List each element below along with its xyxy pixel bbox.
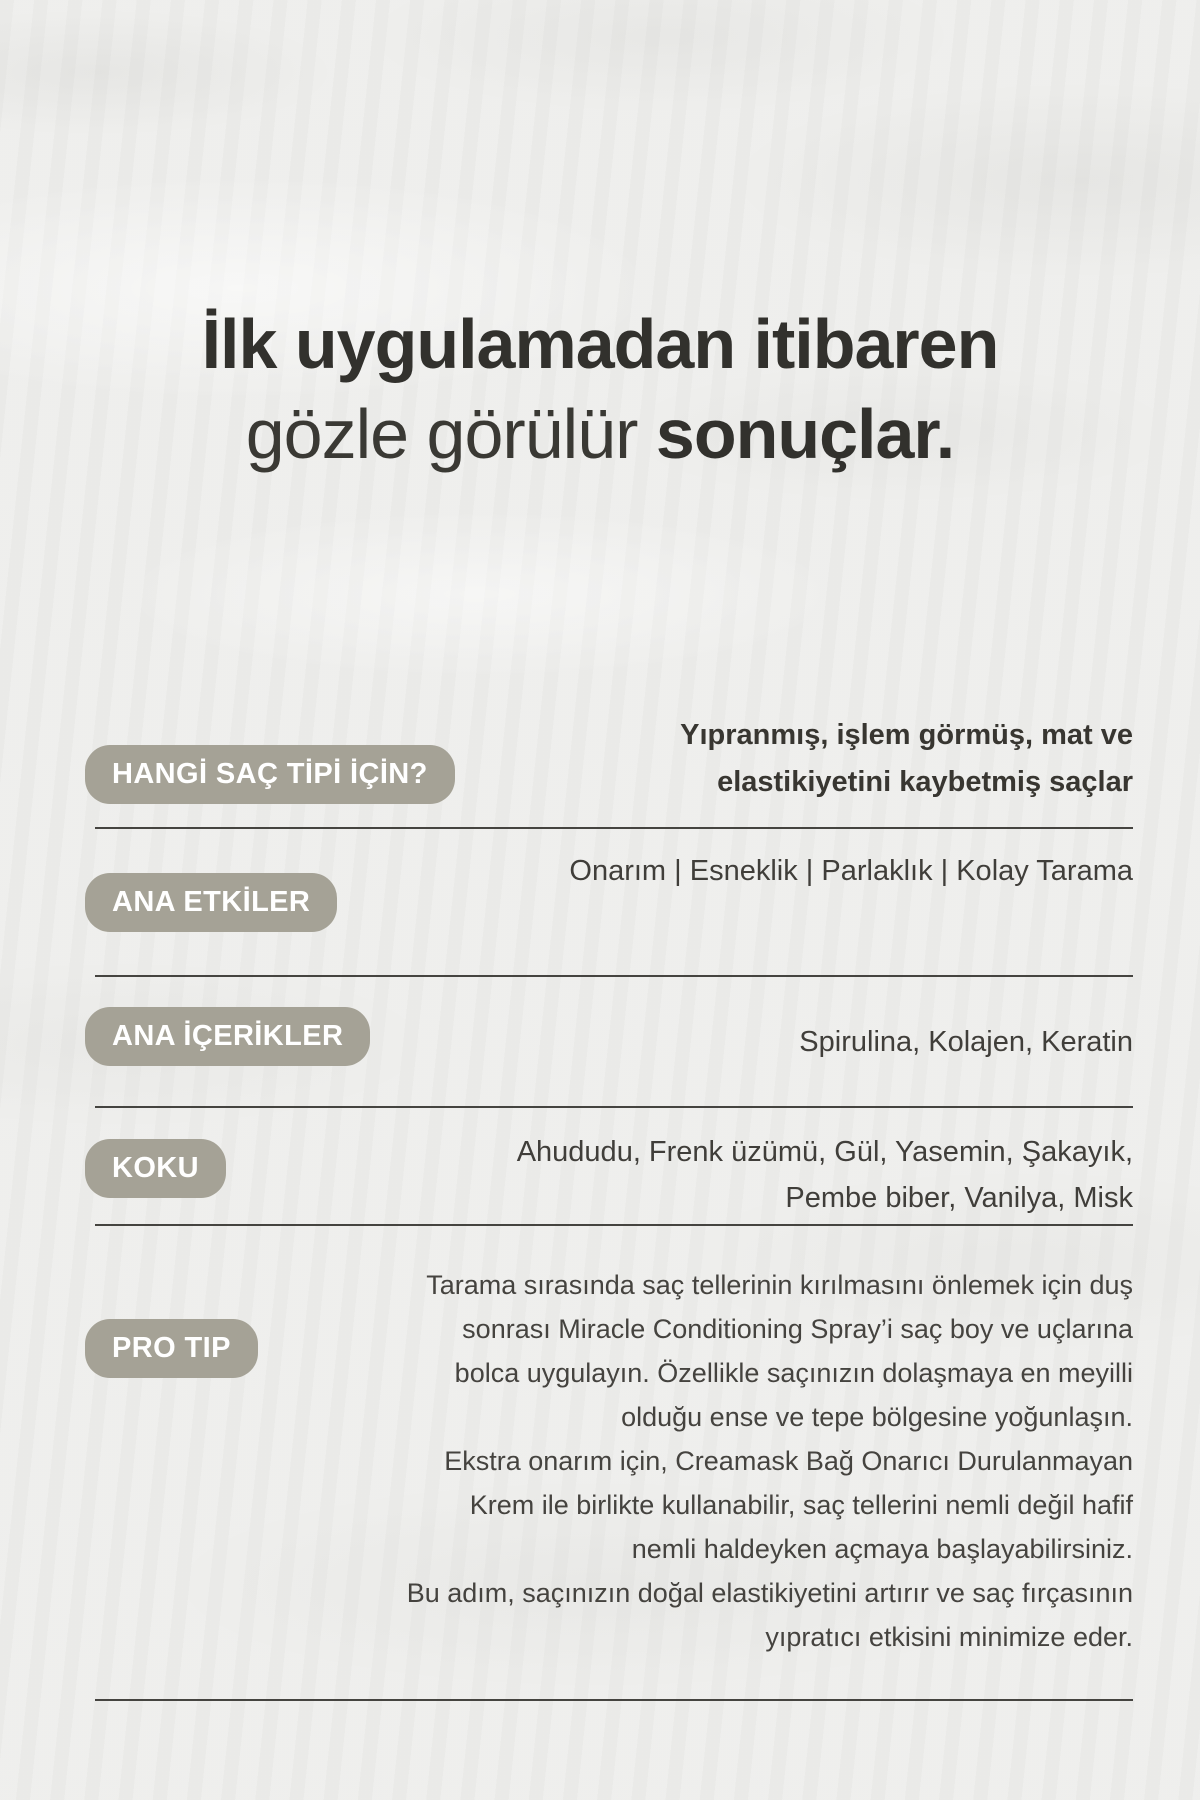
main-effects-value — [569, 848, 1133, 895]
hair-type-badge: HANGİ SAÇ TİPİ İÇİN? — [85, 745, 455, 804]
hair-type-line: elastikiyetini kaybetmiş saçlar — [717, 766, 1133, 798]
scent-line: Ahududu, Frenk üzümü, Gül, Yasemin, Şakayık, — [516, 1136, 1133, 1168]
pro-tip-line: sonrası Miracle Conditioning Spray’i saç boy ve uçlarına — [462, 1314, 1133, 1344]
section-divider — [95, 1699, 1133, 1701]
pro-tip-line: Tarama sırasında saç tellerinin kırılmasını önlemek için duş — [426, 1270, 1133, 1300]
main-ingredients-badge: ANA İÇERİKLER — [85, 1007, 370, 1066]
title-line-2 — [0, 389, 1200, 479]
scent-line: Pembe biber, Vanilya, Misk — [785, 1182, 1133, 1214]
hair-type-line: Yıpranmış, işlem görmüş, mat ve — [680, 719, 1133, 751]
pro-tip-line: Bu adım, saçınızın doğal elastikiyetini artırır ve saç fırçasının — [406, 1578, 1133, 1608]
pro-tip-line: nemli haldeyken açmaya başlayabilirsiniz. — [631, 1534, 1133, 1564]
main-ingredients-value — [799, 1019, 1133, 1066]
section-divider — [95, 1224, 1133, 1226]
main-effects-line: Onarım | Esneklik | Parlaklık | Kolay Tarama — [569, 855, 1133, 887]
section-divider — [95, 1106, 1133, 1108]
main-ingredients-line: Spirulina, Kolajen, Keratin — [799, 1026, 1133, 1058]
pro-tip-badge: PRO TIP — [85, 1319, 258, 1378]
title-line-2-light: gözle görülür — [245, 394, 638, 473]
pro-tip-line: Krem ile birlikte kullanabilir, saç tellerini nemli değil hafif — [469, 1490, 1133, 1520]
scent-badge: KOKU — [85, 1139, 226, 1198]
pro-tip-value — [407, 1263, 1133, 1659]
hair-type-value — [680, 712, 1133, 806]
section-divider — [95, 975, 1133, 977]
main-effects-badge: ANA ETKİLER — [85, 873, 337, 932]
pro-tip-line: Ekstra onarım için, Creamask Bağ Onarıcı Durulanmayan — [444, 1446, 1133, 1476]
section-divider — [95, 827, 1133, 829]
scent-value — [517, 1129, 1133, 1221]
pro-tip-line: yıpratıcı etkisini minimize eder. — [765, 1622, 1133, 1652]
title-line-1: İlk uygulamadan itibaren — [201, 304, 999, 383]
pro-tip-line: bolca uygulayın. Özellikle saçınızın dolaşmaya en meyilli — [454, 1358, 1133, 1388]
title-line-2-bold: sonuçlar. — [655, 394, 955, 473]
page-title — [0, 299, 1200, 479]
pro-tip-line: olduğu ense ve tepe bölgesine yoğunlaşın. — [621, 1402, 1133, 1432]
